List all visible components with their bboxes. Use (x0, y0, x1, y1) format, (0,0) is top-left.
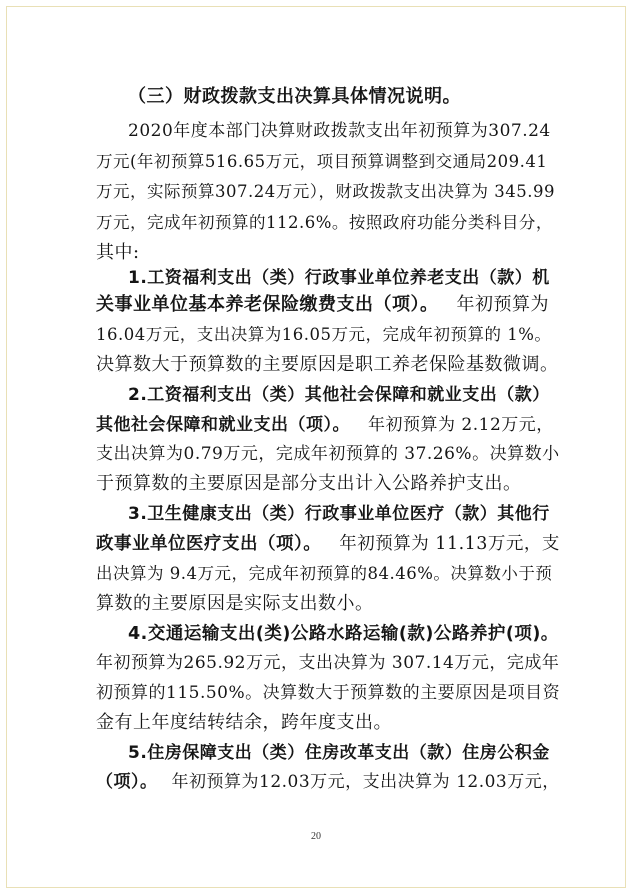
item-2-body-line: 支出决算为0.79万元，完成年初预算的 37.26%。决算数小 (96, 444, 560, 464)
section-heading: （三）财政拨款支出决算具体情况说明。 (128, 86, 461, 107)
item-3-title-line: 3.卫生健康支出（类）行政事业单位医疗（款）其他行 (128, 504, 550, 524)
item-1-body-line: 16.04万元，支出决算为16.05万元，完成年初预算的 1%。 (96, 325, 552, 344)
item-4-body-line: 年初预算为265.92万元，支出决算为 307.14万元，完成年 (96, 653, 560, 673)
item-1-title-line: 1.工资福利支出（类）行政事业单位养老支出（款）机 (128, 268, 550, 288)
item-3-title-line: 政事业单位医疗支出（项）。 年初预算为 11.13万元，支 (96, 534, 560, 554)
intro-line: 万元(年初预算516.65万元，项目预算调整到交通局209.41 (96, 152, 548, 171)
item-5-title-line: （项）。 年初预算为12.03万元，支出决算为 12.03万元， (96, 772, 560, 792)
intro-line: 万元，实际预算307.24万元），财政拨款支出决算为 345.99 (96, 182, 555, 201)
intro-line: 2020年度本部门决算财政拨款支出年初预算为307.24 (128, 121, 551, 141)
page-number: 20 (311, 831, 321, 842)
item-4-body-line: 金有上年度结转结余，跨年度支出。 (96, 712, 392, 733)
item-5-title-line: 5.住房保障支出（类）住房改革支出（款）住房公积金 (128, 743, 550, 763)
item-3-body-line: 算数的主要原因是实际支出数小。 (96, 593, 374, 614)
item-1-title-line: 关事业单位基本养老保险缴费支出（项）。 年初预算为 (96, 294, 549, 315)
item-2-title-line: 其他社会保障和就业支出（项）。 年初预算为 2.12万元， (96, 415, 554, 435)
item-1-body-line: 决算数大于预算数的主要原因是职工养老保险基数微调。 (96, 354, 559, 375)
item-3-body-line: 出决算为 9.4万元，完成年初预算的84.46%。决算数小于预 (96, 564, 553, 583)
intro-line: 万元，完成年初预算的112.6%。按照政府功能分类科目分， (96, 213, 553, 232)
item-4-body-line: 初预算的115.50%。决算数大于预算数的主要原因是项目资 (96, 683, 561, 703)
item-2-body-line: 于预算数的主要原因是部分支出计入公路养护支出。 (96, 473, 522, 494)
item-4-title-line: 4.交通运输支出(类)公路水路运输(款)公路养护(项)。 (128, 624, 559, 644)
intro-line: 其中: (96, 242, 140, 263)
item-2-title-line: 2.工资福利支出（类）其他社会保障和就业支出（款） (128, 385, 550, 405)
